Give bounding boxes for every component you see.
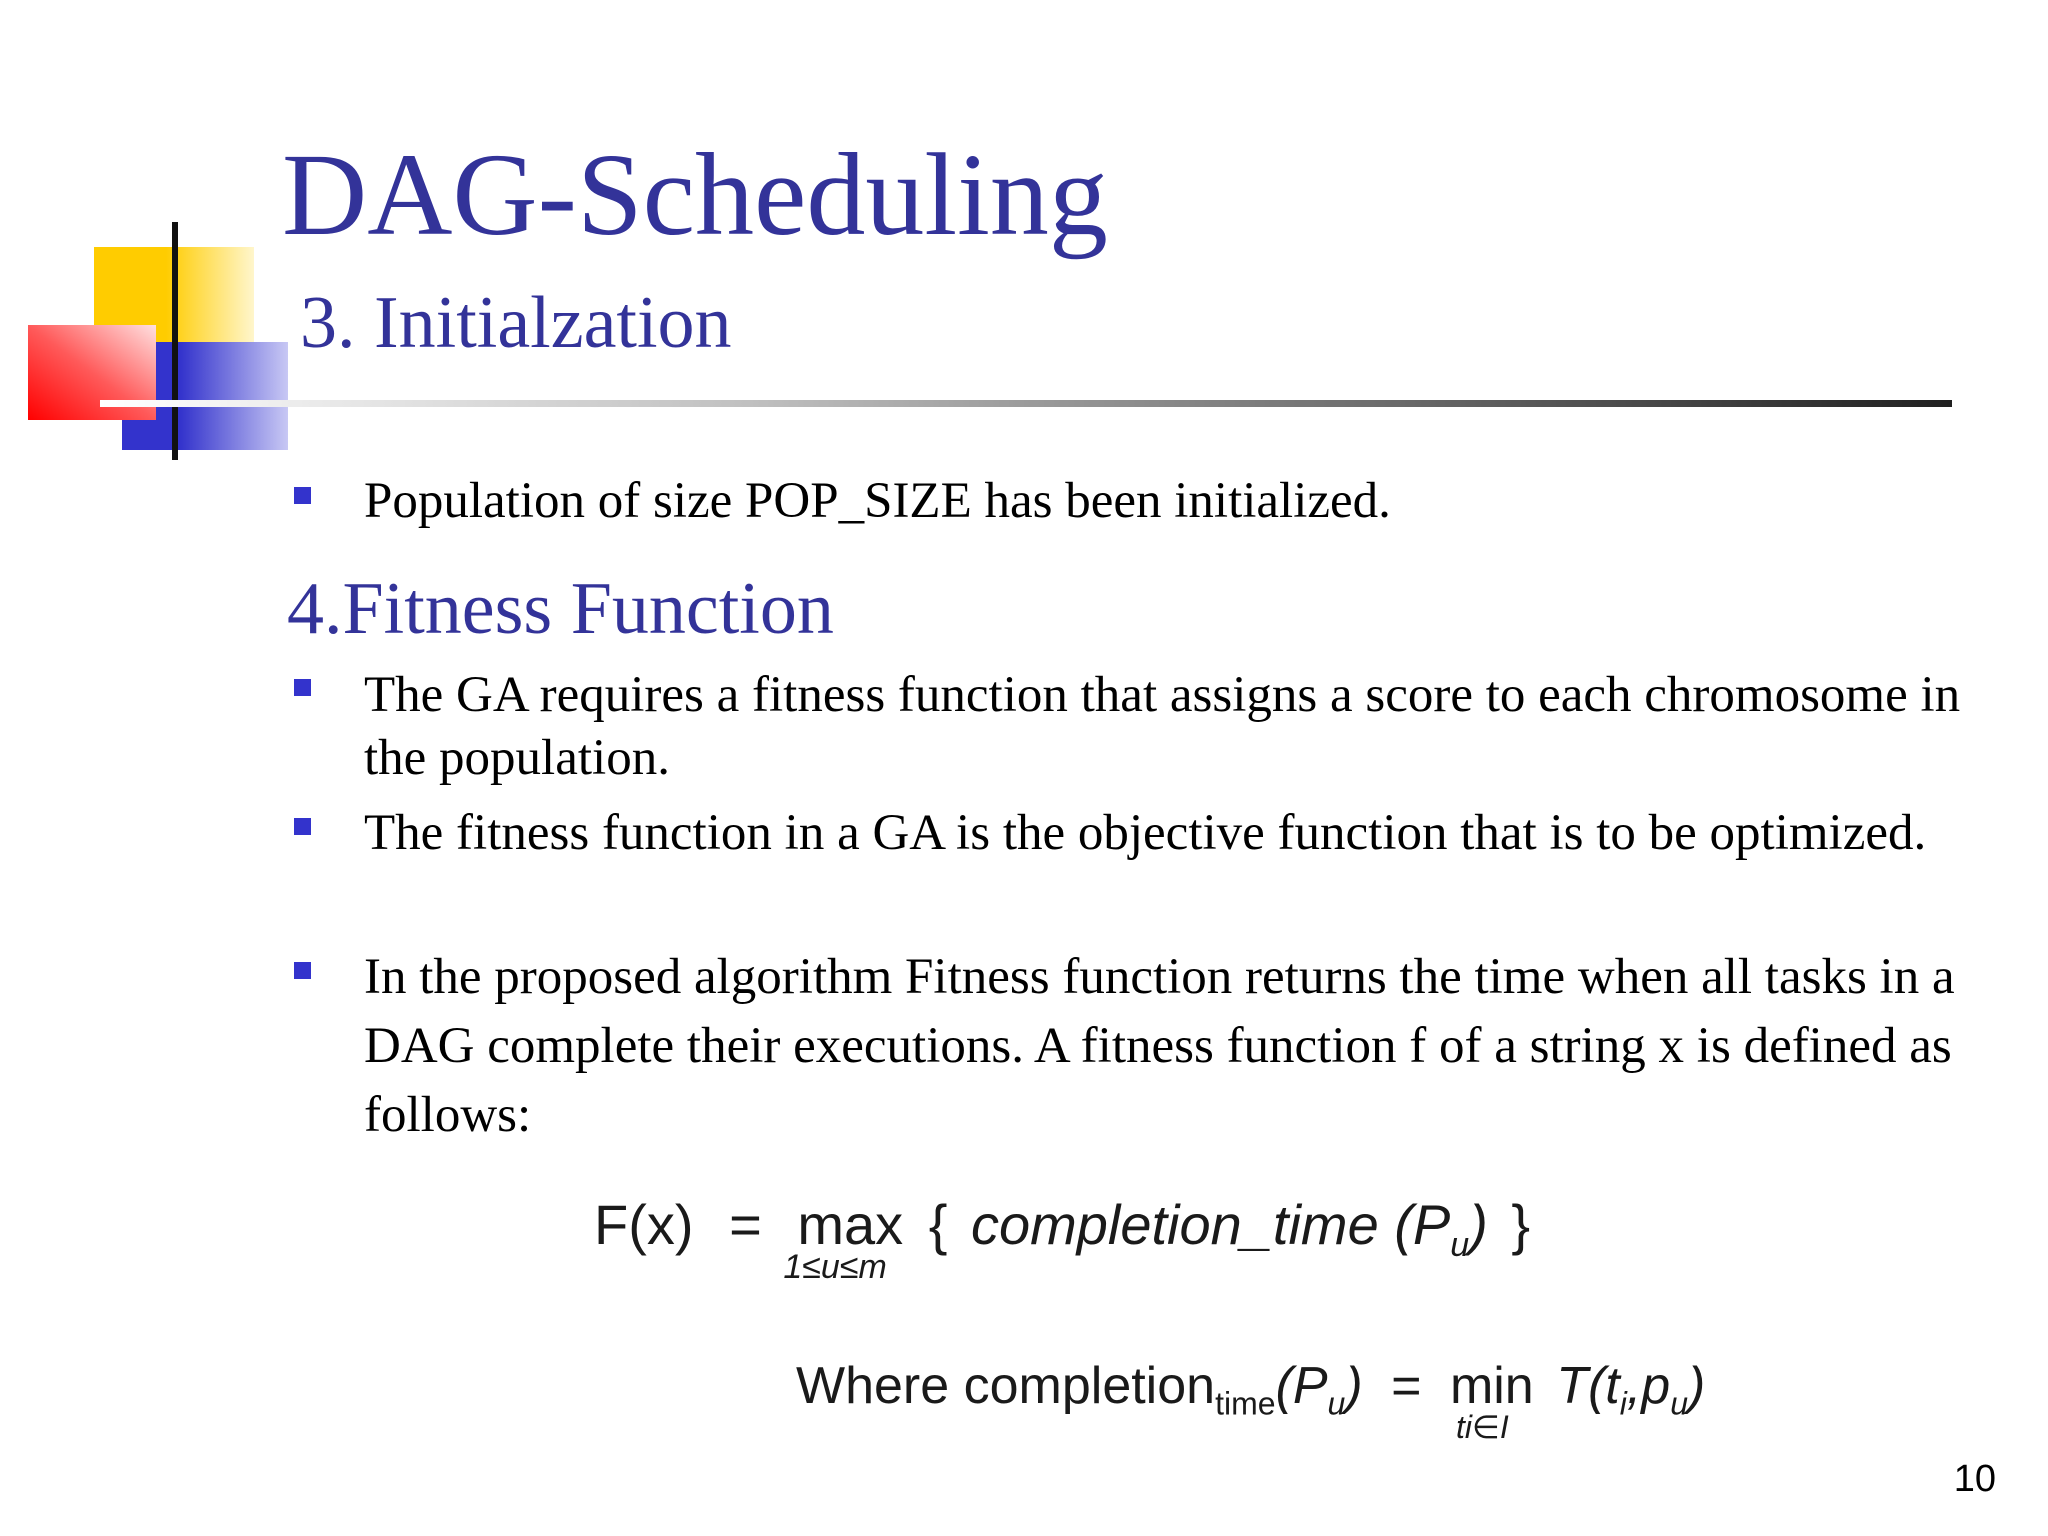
eq2-where-sub: time — [1215, 1385, 1276, 1422]
eq1-arg-sub: u — [1450, 1226, 1470, 1265]
eq2-close: ) — [1345, 1357, 1363, 1415]
fitness-bullet-1: The GA requires a fitness function that assigns a score to each chromosome in the population. — [364, 667, 1961, 786]
deco-vertical-bar — [172, 222, 178, 460]
eq2-f-close: ) — [1688, 1357, 1706, 1415]
divider-line — [100, 400, 1952, 407]
eq2-function: T(t — [1556, 1357, 1620, 1415]
eq1-lhs: F(x) — [594, 1193, 694, 1256]
eq2-where: Where completion — [796, 1357, 1216, 1415]
eq2-min-subscript: ti∈I — [1455, 1409, 1509, 1445]
eq2-arg: (P — [1275, 1357, 1328, 1415]
eq2-arg-sub: u — [1327, 1385, 1346, 1422]
eq2-min: min — [1449, 1357, 1534, 1415]
eq2-comma: ,p — [1626, 1357, 1671, 1415]
slide-subtitle: 3. Initialzation — [300, 282, 732, 364]
fitness-bullet-3: In the proposed algorithm Fitness function returns the time when all tasks in a DAG complete their executions. A fitness function f of a string x is defined as follows: — [364, 949, 1955, 1143]
eq2-f-sub2: u — [1670, 1385, 1688, 1422]
eq1-arg: (P — [1394, 1193, 1451, 1256]
eq1-close-brace: } — [1511, 1193, 1531, 1256]
eq1-max-subscript: 1≤u≤m — [783, 1248, 887, 1286]
eq2-equals: = — [1391, 1357, 1422, 1415]
equation-fitness — [594, 1192, 1531, 1286]
eq1-max: max — [797, 1193, 904, 1256]
eq2-min-group — [1449, 1356, 1534, 1445]
eq1-max-group — [783, 1192, 904, 1286]
page-number: 10 — [1953, 1458, 1996, 1500]
eq2-f-sub1: i — [1619, 1385, 1627, 1422]
fitness-bullet-2: The fitness function in a GA is the objective function that is to be optimized. — [364, 805, 1927, 861]
bullet-marker — [294, 679, 311, 696]
bullet-marker — [294, 487, 311, 504]
bullet-marker — [294, 818, 311, 835]
eq1-function: completion_time — [970, 1193, 1379, 1256]
bullet-initialization: Population of size POP_SIZE has been initialized. — [364, 473, 1391, 529]
eq1-equals: = — [729, 1193, 762, 1256]
eq1-close: ) — [1469, 1193, 1488, 1256]
section-title: 4.Fitness Function — [287, 568, 834, 650]
bullet-marker — [294, 962, 311, 979]
equation-completion-time — [796, 1356, 1706, 1445]
slide-title: DAG-Scheduling — [282, 129, 1108, 260]
eq1-open-brace: { — [928, 1193, 948, 1256]
